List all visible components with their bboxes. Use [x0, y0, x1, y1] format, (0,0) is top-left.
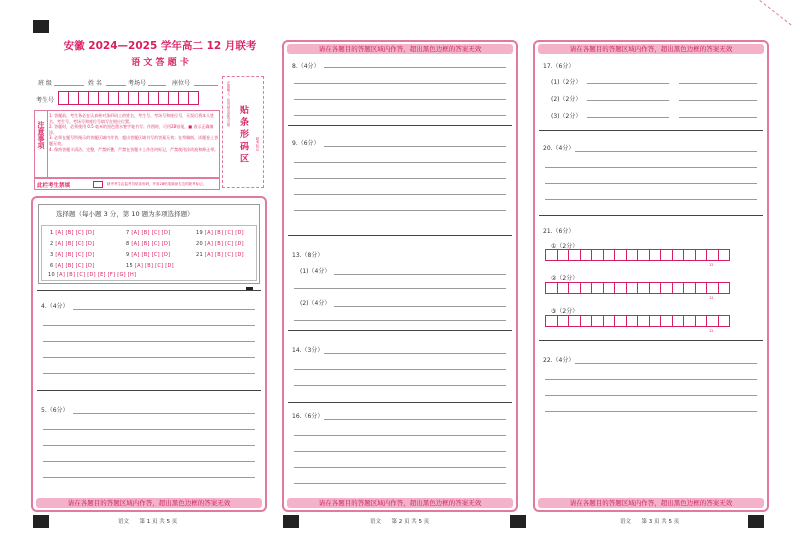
choice-row[interactable] [50, 241, 94, 247]
absent-box [34, 178, 220, 190]
choice-grid [41, 225, 257, 281]
question-13-title: 13.（8分） [292, 252, 324, 259]
answer-panel-3 [533, 40, 769, 512]
answer-line[interactable] [294, 288, 506, 289]
exam-number-boxes[interactable] [58, 91, 198, 105]
question-20-box [539, 130, 763, 216]
choice-options[interactable]: [A] [B] [C] [D] [134, 263, 174, 269]
answer-line[interactable] [587, 83, 669, 84]
question-9-title: 9.（6分） [292, 140, 320, 147]
question-17-part-2: (2)（2分） [551, 96, 582, 103]
answer-panel-1 [31, 196, 267, 512]
registration-mark [33, 515, 49, 528]
answer-line[interactable] [334, 274, 506, 275]
question-17-part-1: (1)（2分） [551, 79, 582, 86]
answer-line[interactable] [43, 357, 255, 358]
choice-row[interactable] [196, 241, 244, 247]
choice-options[interactable]: [A] [B] [C] [D] [131, 230, 171, 236]
answer-line[interactable] [43, 445, 255, 446]
absent-checkbox[interactable] [93, 181, 103, 188]
absent-mark-text: 缺考标记 [256, 137, 260, 151]
choice-num: 7 [126, 230, 130, 236]
exam-number-label: 考生号 [36, 97, 55, 104]
page-footer-2 [370, 517, 429, 525]
field-room-label: 考场号 [128, 80, 147, 87]
question-9-box [288, 125, 512, 236]
question-17-title: 17.（6分） [543, 63, 575, 70]
char-grid[interactable] [545, 249, 729, 261]
info-fields [38, 78, 228, 88]
choice-row[interactable] [126, 252, 170, 258]
choice-num: 6 [50, 263, 54, 269]
answer-line[interactable] [73, 413, 255, 414]
choice-row[interactable] [126, 263, 174, 269]
choice-options[interactable]: [A] [B] [C] [D] [204, 241, 244, 247]
choice-num: 1 [50, 230, 54, 236]
footer-subject: 语文 [370, 519, 382, 525]
choice-num: 3 [50, 252, 54, 258]
choice-options[interactable]: [A] [B] [C] [D] [55, 252, 95, 258]
question-4-title: 4.（4分） [41, 303, 69, 310]
answer-line[interactable] [545, 199, 757, 200]
choice-num: 21 [196, 252, 203, 258]
field-name-input[interactable] [106, 85, 126, 86]
question-13-part-2: (2)（4分） [300, 300, 331, 307]
answer-line[interactable] [545, 167, 757, 168]
char-count: 12 [709, 263, 714, 267]
question-4-box [37, 290, 261, 391]
choice-options[interactable]: [A] [B] [C] [D] [131, 241, 171, 247]
note-item: 1. 答题前，考生务必在认真核对条形码上的姓名、考生号、考场号和座位号，无误后将本人姓名、考生号、考场号和座位号填写在相应位置。 [49, 113, 215, 124]
choice-row[interactable] [50, 263, 94, 269]
answer-line[interactable] [73, 309, 255, 310]
barcode-area [222, 76, 264, 188]
answer-line[interactable] [679, 100, 757, 101]
choice-row[interactable] [126, 230, 170, 236]
answer-line[interactable] [294, 483, 506, 484]
notes-list [49, 113, 219, 152]
field-room-input[interactable] [148, 85, 166, 86]
answer-line[interactable] [575, 151, 757, 152]
question-21-box [539, 215, 763, 341]
choice-row[interactable] [126, 241, 170, 247]
footer-page: 第 2 页 共 5 页 [391, 519, 430, 525]
registration-mark [510, 515, 526, 528]
answer-line[interactable] [294, 435, 506, 436]
answer-panel-2 [282, 40, 518, 512]
char-grid[interactable] [545, 282, 729, 294]
question-21-part-1: ①（2分） [551, 243, 579, 250]
notes-box [34, 110, 220, 178]
choice-options[interactable]: [A] [B] [C] [D] [204, 230, 244, 236]
top-banner: 请在各题目的答题区域内作答，超出黑色边框的答案无效 [287, 44, 513, 54]
answer-line[interactable] [324, 67, 506, 68]
question-14-title: 14.（3分） [292, 347, 324, 354]
choice-row[interactable] [50, 252, 94, 258]
question-13-part-1: (1)（4分） [300, 268, 331, 275]
choice-options[interactable]: [A] [B] [C] [D] [55, 230, 95, 236]
question-21-title: 21.（6分） [543, 228, 575, 235]
field-class-input[interactable] [54, 85, 84, 86]
bottom-banner: 请在各题目的答题区域内作答，超出黑色边框的答案无效 [287, 498, 513, 508]
registration-mark [748, 515, 764, 528]
answer-line[interactable] [545, 379, 757, 380]
answer-line[interactable] [294, 467, 506, 468]
choice-num: 20 [196, 241, 203, 247]
choice-num: 9 [126, 252, 130, 258]
answer-line[interactable] [324, 419, 506, 420]
choice-row[interactable] [196, 230, 244, 236]
char-count: 12 [709, 296, 714, 300]
question-22-title: 22.（4分） [543, 357, 575, 364]
answer-line[interactable] [545, 395, 757, 396]
question-14-box [288, 330, 512, 403]
bottom-banner: 请在各题目的答题区域内作答，超出黑色边框的答案无效 [36, 498, 262, 508]
choice-section [38, 204, 260, 284]
footer-page: 第 1 页 共 5 页 [139, 519, 178, 525]
answer-line[interactable] [294, 385, 506, 386]
question-5-box [37, 390, 261, 499]
choice-row[interactable] [48, 272, 136, 278]
answer-line[interactable] [324, 146, 506, 147]
choice-options[interactable]: [A] [B] [C] [D] [55, 241, 95, 247]
question-8-title: 8.（4分） [292, 63, 320, 70]
top-banner: 请在各题目的答题区域内作答，超出黑色边框的答案无效 [538, 44, 764, 54]
barcode-side-text: 正面朝上，切勿贴出虚线方框 [227, 81, 231, 127]
char-grid[interactable] [545, 315, 729, 327]
answer-line[interactable] [294, 451, 506, 452]
answer-line[interactable] [43, 429, 255, 430]
question-20-title: 20.（4分） [543, 145, 575, 152]
choice-options[interactable]: [A] [B] [C] [D] [E] [F] [G] [H] [56, 272, 137, 278]
answer-line[interactable] [43, 477, 255, 478]
answer-sheet-title: 语 文 答 题 卡 [131, 58, 189, 68]
note-item: 4. 保持答题卡清洁、完整，严禁折叠，严禁在答题卡上作任何标记，严禁使用涂改液和修正带。 [49, 146, 219, 152]
answer-line[interactable] [294, 194, 506, 195]
footer-subject: 语文 [118, 519, 130, 525]
answer-line[interactable] [294, 178, 506, 179]
field-seat-input[interactable] [194, 85, 218, 86]
registration-mark [283, 515, 299, 528]
registration-mark [33, 20, 49, 33]
field-name-label: 姓 名 [88, 80, 102, 87]
absent-text: 缺考考生由监考员贴条形码，并用2B铅笔填涂右边的缺考标记。 [107, 182, 207, 186]
question-17-part-3: (3)（2分） [551, 113, 582, 120]
question-13-box [288, 235, 512, 331]
answer-line[interactable] [575, 363, 757, 364]
barcode-area-label: 贴 条 形 码 区 [238, 105, 248, 163]
question-8-box [288, 55, 512, 125]
question-16-title: 16.（6分） [292, 413, 324, 420]
answer-line[interactable] [294, 210, 506, 211]
answer-line[interactable] [334, 306, 506, 307]
absent-label: 此栏考生禁填 [37, 183, 71, 189]
page-footer-3 [620, 517, 679, 525]
note-item: 3. 必须在题号所指示的答题区域内作答，超出答题区域书写的答案无效；在草稿纸、试题卷上答题无效。 [49, 135, 219, 146]
exam-title: 安徽 2024—2025 学年高二 12 月联考 [63, 40, 257, 52]
answer-line[interactable] [294, 320, 506, 321]
question-5-title: 5.（6分） [41, 407, 69, 414]
answer-line[interactable] [43, 325, 255, 326]
answer-line[interactable] [43, 461, 255, 462]
answer-line[interactable] [43, 341, 255, 342]
notes-label: 注意事项 [37, 121, 45, 149]
question-21-part-2: ②（2分） [551, 275, 579, 282]
answer-line[interactable] [587, 100, 669, 101]
question-22-box [539, 340, 763, 498]
answer-line[interactable] [294, 99, 506, 100]
question-21-part-3: ③（2分） [551, 308, 579, 315]
field-class-label: 班 级 [38, 80, 52, 87]
answer-line[interactable] [587, 117, 669, 118]
answer-line[interactable] [545, 411, 757, 412]
answer-line[interactable] [679, 83, 757, 84]
choice-title: 选择题（每小题 3 分，第 10 题为多项选择题） [56, 210, 194, 218]
question-17-box [539, 55, 763, 130]
answer-line[interactable] [294, 115, 506, 116]
choice-options[interactable]: [A] [B] [C] [D] [55, 263, 95, 269]
footer-page: 第 3 页 共 5 页 [641, 519, 680, 525]
question-16-box [288, 402, 512, 498]
bottom-banner: 请在各题目的答题区域内作答，超出黑色边框的答案无效 [538, 498, 764, 508]
answer-line[interactable] [43, 373, 255, 374]
choice-num: 19 [196, 230, 203, 236]
notes-divider [47, 111, 48, 177]
choice-options[interactable]: [A] [B] [C] [D] [131, 252, 171, 258]
char-count: 12 [709, 329, 714, 333]
choice-row[interactable] [196, 252, 244, 258]
answer-line[interactable] [294, 162, 506, 163]
answer-line[interactable] [294, 83, 506, 84]
choice-row[interactable] [50, 230, 94, 236]
choice-num: 2 [50, 241, 54, 247]
answer-line[interactable] [294, 369, 506, 370]
choice-num: 8 [126, 241, 130, 247]
answer-line[interactable] [545, 183, 757, 184]
footer-subject: 语文 [620, 519, 632, 525]
page-footer-1 [118, 517, 177, 525]
field-seat-label: 座位号 [172, 80, 191, 87]
choice-options[interactable]: [A] [B] [C] [D] [204, 252, 244, 258]
choice-num: 15 [126, 263, 133, 269]
choice-num: 10 [48, 272, 55, 278]
note-item: 2. 答题时，必须使用 0.5 毫米的黑色墨水签字笔书写；作图时，可用2B铅笔，■ 表示正确填涂。 [49, 124, 214, 135]
answer-line[interactable] [679, 117, 757, 118]
answer-line[interactable] [324, 353, 506, 354]
